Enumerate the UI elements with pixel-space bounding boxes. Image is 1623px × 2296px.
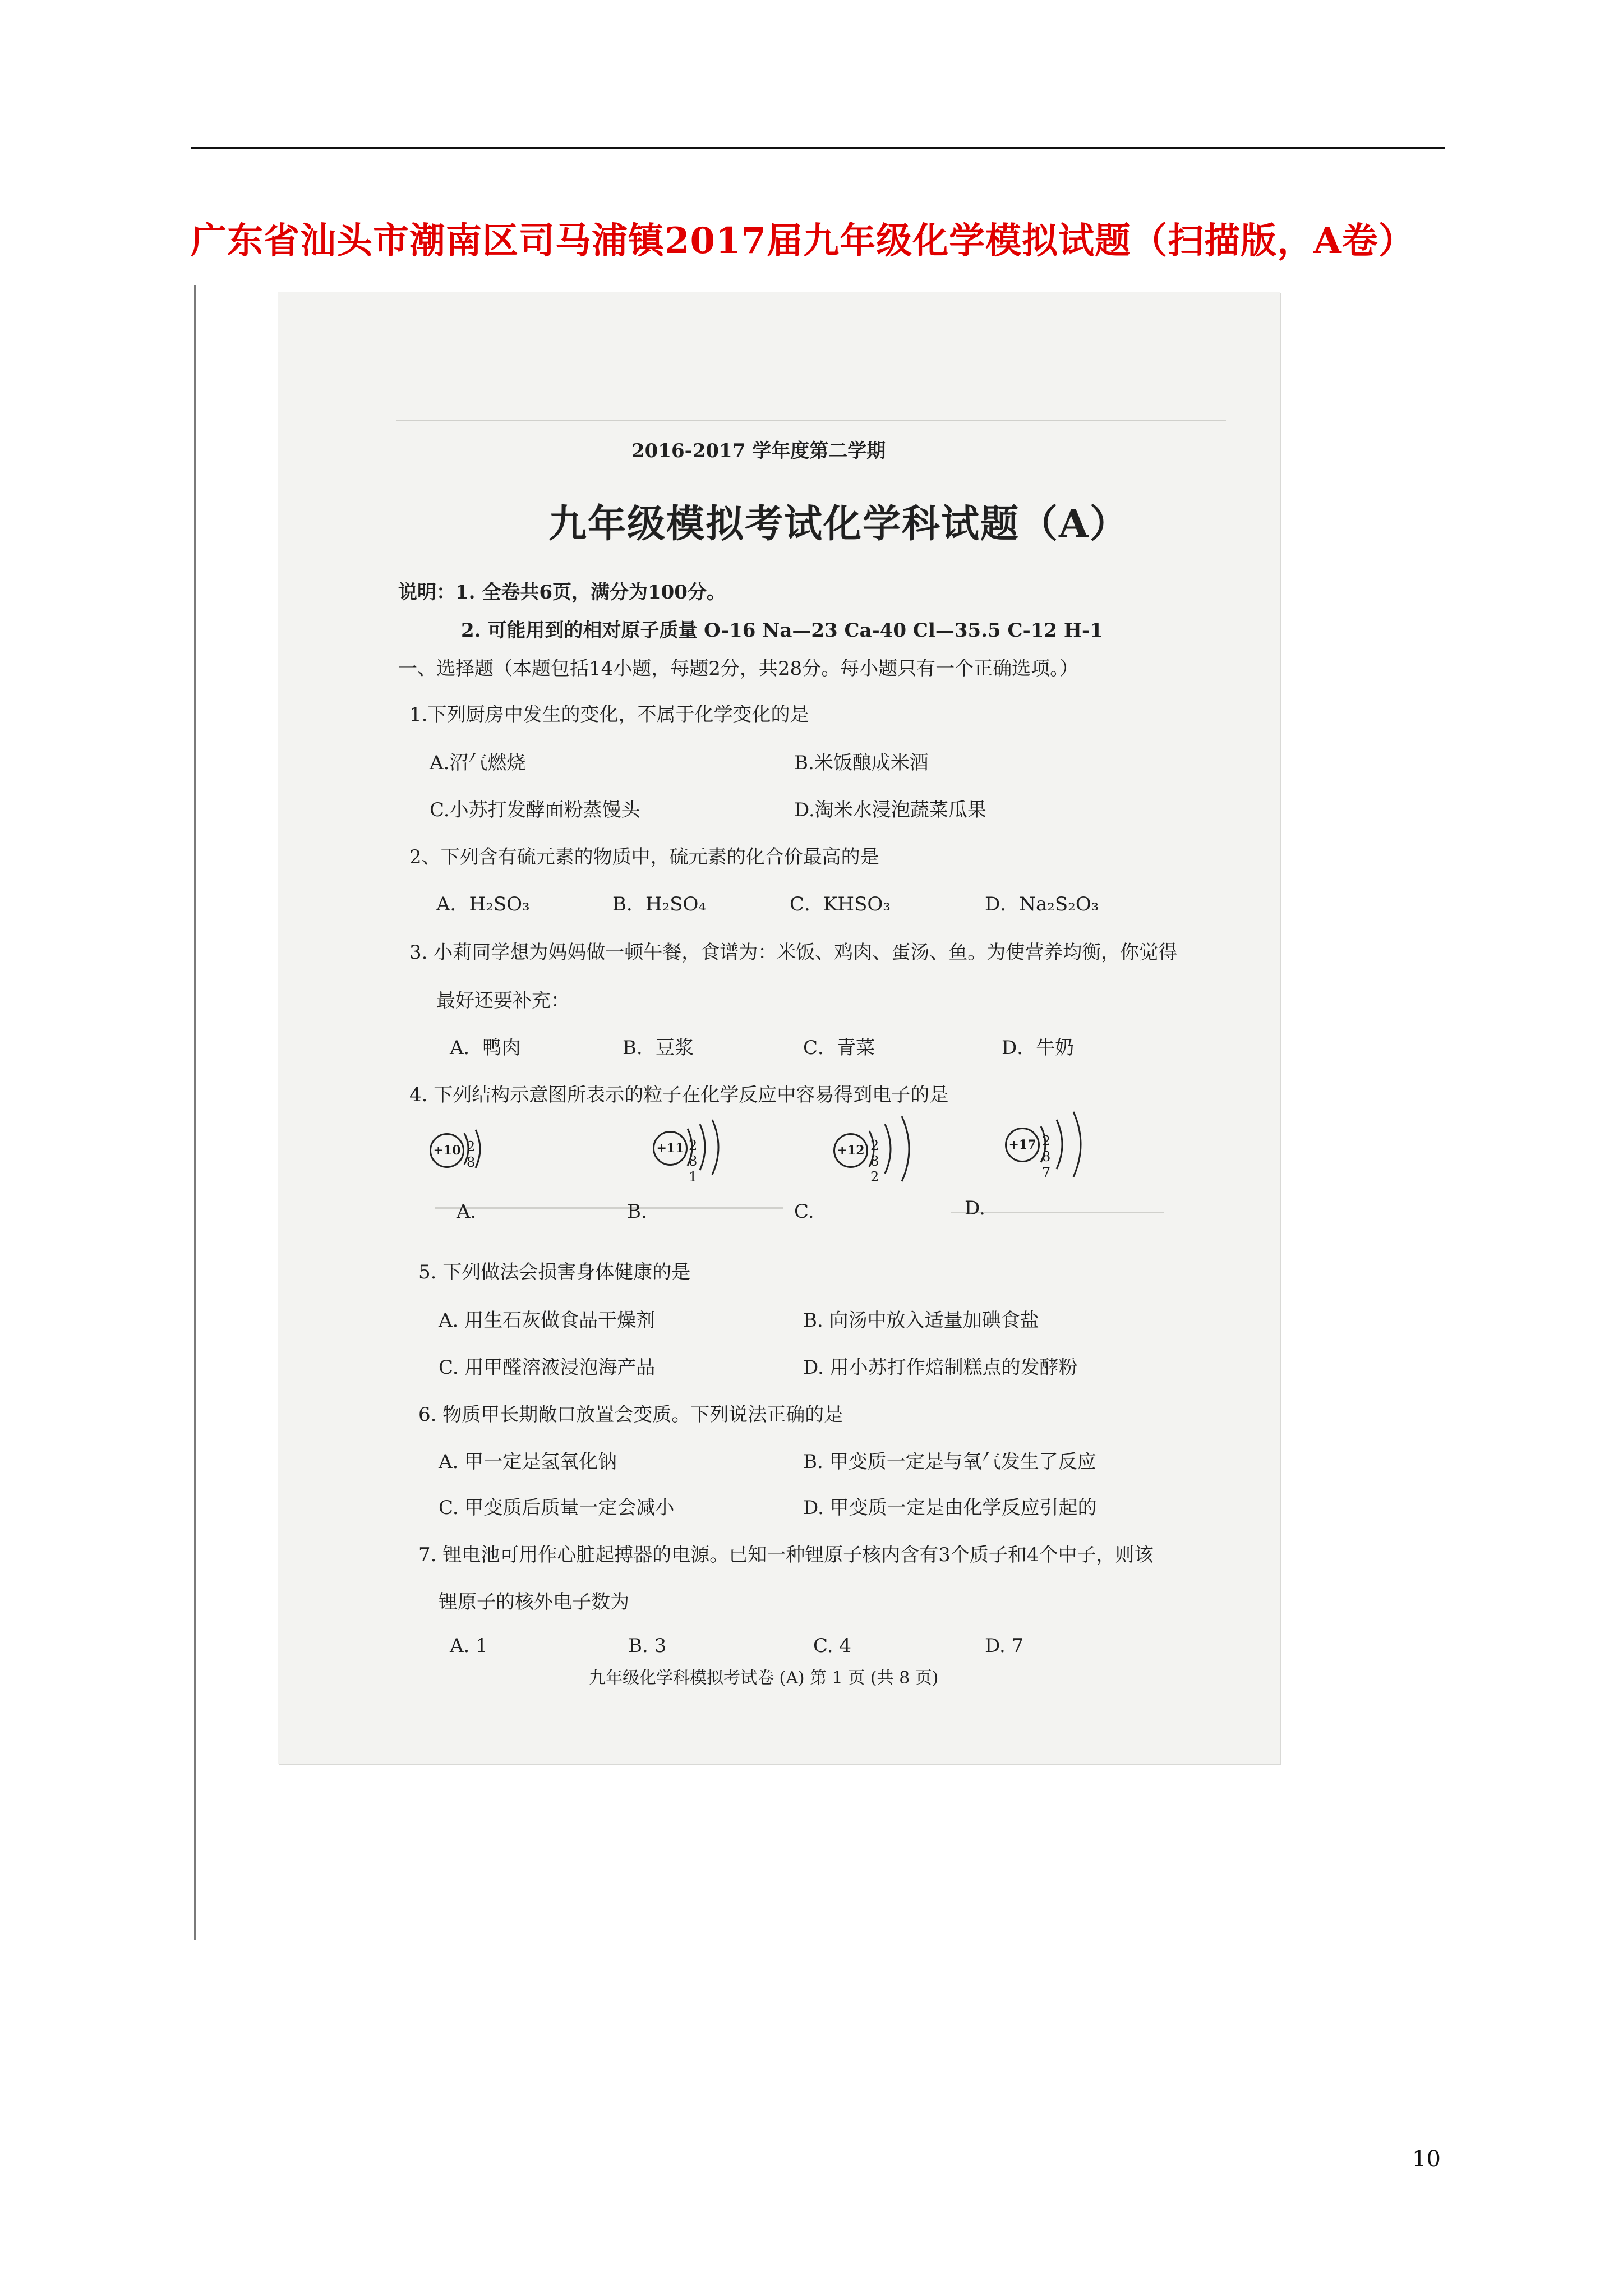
question-stem: 1.下列厨房中发生的变化，不属于化学变化的是 xyxy=(409,703,809,726)
scan-page-footer: 九年级化学科模拟考试卷 (A) 第 1 页 (共 8 页) xyxy=(589,1668,939,1688)
electron-counts: 2 8 1 xyxy=(689,1138,701,1185)
option: C. 甲变质后质量一定会减小 xyxy=(439,1497,675,1519)
question-stem: 5. 下列做法会损害身体健康的是 xyxy=(418,1261,691,1283)
instructions-line-1: 说明：1. 全卷共6页，满分为100分。 xyxy=(398,581,726,604)
diagram-label: D. xyxy=(965,1197,985,1220)
question-stem: 2、下列含有硫元素的物质中，硫元素的化合价最高的是 xyxy=(409,846,879,868)
question-stem: 6. 物质甲长期敞口放置会变质。下列说法正确的是 xyxy=(418,1404,843,1426)
electron-counts: 2 8 7 xyxy=(1042,1133,1054,1180)
option: C. 4 xyxy=(813,1635,852,1657)
option: D. 7 xyxy=(985,1635,1024,1657)
option: C.小苏打发酵面粉蒸馒头 xyxy=(430,799,640,821)
semester-label: 2016-2017 学年度第二学期 xyxy=(631,440,886,462)
scan-left-edge xyxy=(194,285,196,1940)
option: A．鸭肉 xyxy=(450,1037,521,1059)
document-title: 广东省汕头市潮南区司马浦镇2017届九年级化学模拟试题（扫描版，A卷） xyxy=(191,220,1415,262)
atom-nucleus: +17 xyxy=(1005,1128,1040,1162)
option: A．H₂SO₃ xyxy=(436,893,530,915)
option: D. 用小苏打作焙制糕点的发酵粉 xyxy=(803,1356,1078,1379)
atom-nucleus: +11 xyxy=(653,1131,688,1166)
exam-title: 九年级模拟考试化学科试题（A） xyxy=(548,501,1129,546)
question-stem: 4. 下列结构示意图所表示的粒子在化学反应中容易得到电子的是 xyxy=(409,1084,949,1106)
header-rule xyxy=(191,147,1445,149)
atom-nucleus: +12 xyxy=(833,1133,868,1168)
diagram-label: B. xyxy=(627,1200,647,1223)
option: B. 向汤中放入适量加碘食盐 xyxy=(803,1309,1039,1332)
option: D.淘米水浸泡蔬菜瓜果 xyxy=(794,799,986,821)
option: A. 1 xyxy=(450,1635,488,1657)
option: A. 甲一定是氢氧化钠 xyxy=(439,1451,617,1473)
option: A. 用生石灰做食品干燥剂 xyxy=(439,1309,656,1332)
page-number: 10 xyxy=(1412,2146,1441,2172)
option: C. 用甲醛溶液浸泡海产品 xyxy=(439,1356,656,1379)
question-stem-continued: 锂原子的核外电子数为 xyxy=(439,1591,629,1613)
instructions-line-2: 2. 可能用到的相对原子质量 O-16 Na—23 Ca-40 Cl—35.5 C-12 H-1 xyxy=(461,619,1103,642)
option: B. 甲变质一定是与氧气发生了反应 xyxy=(803,1451,1096,1473)
option: C．KHSO₃ xyxy=(790,893,891,915)
section-heading: 一、选择题（本题包括14小题，每题2分，共28分。每小题只有一个正确选项。） xyxy=(398,657,1079,680)
diagram-label: C. xyxy=(794,1200,814,1223)
atom-nucleus: +10 xyxy=(430,1133,464,1168)
option: C．青菜 xyxy=(803,1037,875,1059)
diagram-label: A. xyxy=(457,1200,477,1223)
option: B．豆浆 xyxy=(623,1037,694,1059)
option: A.沼气燃烧 xyxy=(430,752,526,774)
option: B．H₂SO₄ xyxy=(612,893,707,915)
question-stem: 3. 小莉同学想为妈妈做一顿午餐，食谱为：米饭、鸡肉、蛋汤、鱼。为使营养均衡，你觉得 xyxy=(409,941,1178,964)
scanned-exam-page xyxy=(278,292,1280,1764)
electron-counts: 2 8 2 xyxy=(870,1138,883,1185)
question-stem-continued: 最好还要补充： xyxy=(436,990,570,1012)
option: B. 3 xyxy=(628,1635,667,1657)
option: D．牛奶 xyxy=(1002,1037,1075,1059)
bleed-through-line xyxy=(396,420,1226,421)
option: B.米饭酿成米酒 xyxy=(794,752,929,774)
electron-counts: 2 8 xyxy=(467,1139,479,1170)
bleed-through-line xyxy=(435,1207,783,1209)
option: D. 甲变质一定是由化学反应引起的 xyxy=(803,1497,1097,1519)
option: D．Na₂S₂O₃ xyxy=(985,893,1099,915)
question-stem: 7. 锂电池可用作心脏起搏器的电源。已知一种锂原子核内含有3个质子和4个中子，则该 xyxy=(418,1544,1154,1566)
